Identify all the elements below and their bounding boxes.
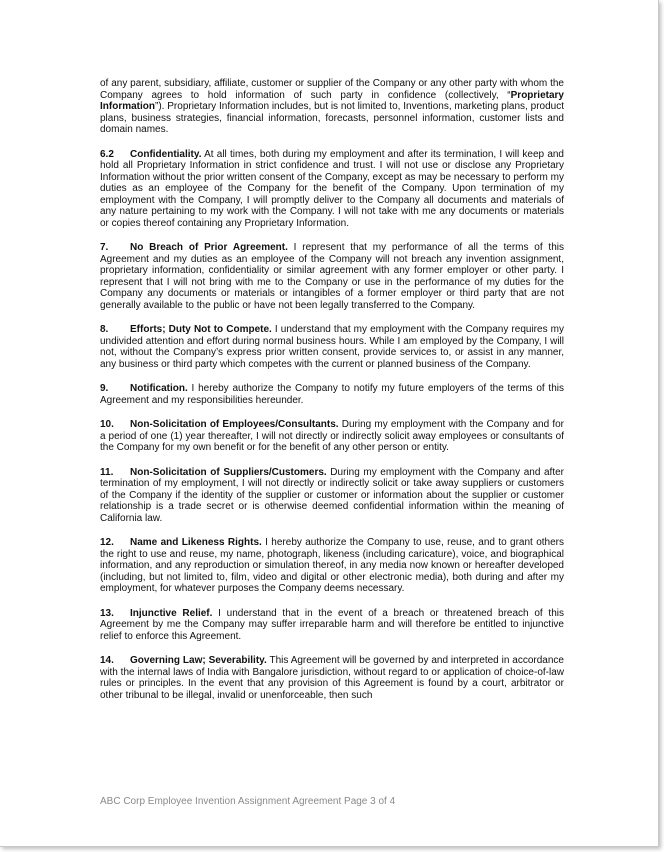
document-body (100, 78, 564, 714)
section-text: I represent that my performance of all the terms of this Agreement and my duties as an employee of the Company will not breach any invention assignment, proprietary information, confidentiality or similar agreement with any former employer or other party. I represent that I will not bring with me to the Company or use in the performance of my duties for the Company any documents or materials or intangibles of a former employer or third party that are not generally available to the public or have not been legally transferred to the Company. (100, 242, 564, 311)
section-number: 11. (100, 466, 114, 478)
section-heading: Injunctive Relief. (130, 607, 213, 619)
section-text: I hereby authorize the Company to use, reuse, and to grant others the right to use and reuse, my name, photograph, likeness (including caricature), voice, and biographical information, and any reproduction or simulation thereof, in any media now known or hereafter developed (including, but not limited to, film, video and digital or other electronic media), both during and after my employment, for whatever purposes the Company deems necessary. (100, 537, 564, 594)
section-7 (100, 242, 564, 311)
section-number: 7. (100, 242, 109, 253)
section-heading: Governing Law; Severability. (130, 655, 267, 666)
section-text: During my employment with the Company and for a period of one (1) year thereafter, I will not directly or indirectly solicit away employees or consultants of the Company for my own benefit or for the benefit of any other person or entity. (100, 419, 564, 453)
section-number: 9. (100, 383, 109, 394)
section-heading: No Breach of Prior Agreement. (130, 242, 288, 253)
section-10 (100, 419, 564, 454)
section-number: 12. (100, 537, 114, 548)
defined-term: Proprietary Information (100, 89, 564, 112)
section-8 (100, 324, 564, 370)
paragraph-text-pre: of any parent, subsidiary, affiliate, customer or supplier of the Company or any other party with whom the Company agrees to hold information of such party in confidence (collectively, “ (100, 78, 564, 101)
section-13 (100, 608, 564, 643)
paragraph-proprietary-info-continued (100, 78, 564, 136)
section-number: 8. (100, 324, 109, 335)
section-heading: Efforts; Duty Not to Compete. (130, 324, 272, 335)
section-number: 13. (100, 607, 114, 619)
section-number: 10. (100, 419, 114, 430)
section-14 (100, 655, 564, 701)
section-text: During my employment with the Company and after termination of my employment, I will not directly or indirectly solicit or take away suppliers or customers of the Company if the identity of the supplier or customer or information about the supplier or customer relationship is a trade secret or is otherwise deemed confidential information within the meaning of California law. (100, 466, 564, 524)
section-number: 14. (100, 655, 114, 666)
section-text: I hereby authorize the Company to notify my future employers of the terms of this Agreement and my responsibilities hereunder. (100, 383, 564, 406)
paragraph-text-post: ”). Proprietary Information includes, but is not limited to, Inventions, marketing plans, product plans, business strategies, financial information, forecasts, personnel information, customer lists and domain names. (100, 101, 564, 135)
section-heading: Notification. (130, 383, 188, 394)
section-text: This Agreement will be governed by and interpreted in accordance with the internal laws of India with Bangalore jurisdiction, without regard to or application of choice-of-law rules or principles. In the event that any provision of this Agreement is found by a court, arbitrator or other tribunal to be illegal, invalid or unenforceable, then such (100, 655, 564, 701)
section-heading: Non-Solicitation of Suppliers/Customers. (130, 466, 327, 478)
section-heading: Non-Solicitation of Employees/Consultants. (130, 419, 339, 430)
section-number: 6.2 (100, 148, 114, 160)
section-12 (100, 537, 564, 595)
section-11 (100, 467, 564, 525)
section-text: I understand that in the event of a breach or threatened breach of this Agreement by me the Company may suffer irreparable harm and will therefore be entitled to injunctive relief to enforce this Agreement. (100, 607, 564, 642)
section-heading: Name and Likeness Rights. (130, 537, 262, 548)
page-footer: ABC Corp Employee Invention Assignment Agreement Page 3 of 4 (100, 796, 396, 807)
section-text: At all times, both during my employment and after its termination, I will keep and hold all Proprietary Information in strict confidence and trust. I will not use or disclose any Proprietary Information without the prior written consent of the Company, except as may be necessary to perform my duties as an employee of the Company for the benefit of the Company. Upon termination of my employment with the Company, I will promptly deliver to the Company all documents and materials of any nature pertaining to my work with the Company. I will not take with me any documents or materials or copies thereof containing any Proprietary Information. (100, 148, 564, 229)
section-6-2 (100, 149, 564, 230)
section-9 (100, 383, 564, 406)
section-heading: Confidentiality. (130, 148, 202, 160)
section-text: I understand that my employment with the Company requires my undivided attention and effort during normal business hours. While I am employed by the Company, I will not, without the Company’s express prior written consent, provide services to, or assist in any manner, any business or third party which competes with the current or planned business of the Company. (100, 324, 564, 370)
